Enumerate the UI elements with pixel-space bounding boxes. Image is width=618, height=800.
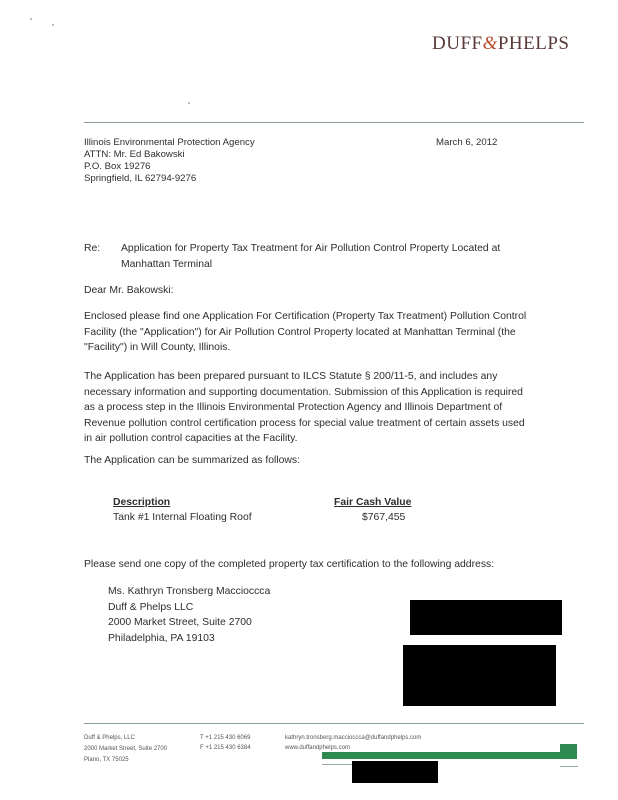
footer-phone: T +1 215 430 6069 [200, 735, 251, 741]
header-rule [84, 122, 584, 123]
footer-company: Duff & Phelps, LLC [84, 735, 135, 741]
recipient-line-4: Springfield, IL 62794-9276 [84, 173, 197, 184]
paragraph-line: in air pollution control capacities at the Facility. [84, 433, 298, 445]
footer-grey-line [322, 764, 352, 765]
column-header-description: Description [113, 497, 171, 508]
footer-street: 2000 Market Street, Suite 2700 [84, 746, 168, 752]
re-subject-line-2: Manhattan Terminal [121, 258, 213, 270]
paragraph-line: Enclosed please find one Application For Certification (Property Tax Treatment) Pollution Control [84, 311, 527, 322]
paragraph-line: necessary information and supporting documentation. Submission of this Application is required [84, 386, 523, 398]
table-cell-description: Tank #1 Internal Floating Roof [113, 512, 252, 523]
redaction-box [410, 600, 562, 635]
recipient-line-3: P.O. Box 19276 [84, 161, 151, 172]
scan-speck [52, 24, 54, 26]
company-logo [432, 33, 570, 55]
return-address [108, 584, 368, 646]
re-label: Re: [84, 243, 101, 254]
footer-city: Plano, TX 75025 [84, 757, 129, 763]
scan-speck [188, 102, 190, 104]
re-subject-line-1: Application for Property Tax Treatment for Air Pollution Control Property Located at [121, 243, 501, 254]
footer-rule [84, 723, 584, 724]
footer-fax: F +1 215 430 6384 [200, 745, 251, 751]
paragraph-enclosure [84, 309, 527, 356]
paragraph-line: Revenue pollution control certification process for special value treatment of certain assets used [84, 417, 525, 429]
footer-website: www.duffandphelps.com [285, 745, 350, 751]
paragraph-send-copy: Please send one copy of the completed property tax certification to the following address: [84, 559, 495, 570]
column-header-fair-cash-value: Fair Cash Value [334, 497, 412, 508]
paragraph-line: as a process step in the Illinois Environmental Protection Agency and Illinois Department of [84, 402, 503, 414]
recipient-line-1: Illinois Environmental Protection Agency [84, 137, 255, 148]
table-cell-value: $767,455 [362, 512, 406, 523]
return-address-line: 2000 Market Street, Suite 2700 [108, 617, 252, 629]
salutation: Dear Mr. Bakowski: [84, 285, 174, 296]
footer-email: kathryn.tronsberg.maccioccca@duffandphelps.com [285, 735, 422, 741]
paragraph-line: "Facility") in Will County, Illinois. [84, 342, 231, 354]
footer-grey-line [560, 766, 578, 767]
return-address-line: Philadelphia, PA 19103 [108, 632, 215, 644]
re-subject [121, 241, 501, 272]
footer-green-cap [560, 744, 577, 759]
return-address-line: Ms. Kathryn Tronsberg Maccioccca [108, 586, 271, 597]
logo-text-duff: DUFF [432, 33, 483, 54]
paragraph-summary-intro: The Application can be summarized as follows: [84, 455, 301, 466]
redaction-box [403, 645, 556, 706]
scan-speck [30, 18, 32, 20]
logo-text-phelps: PHELPS [497, 33, 570, 54]
redaction-box [352, 761, 438, 783]
logo-ampersand: & [482, 33, 498, 54]
paragraph-line: Facility (the "Application") for Air Pollution Control Property located at Manhattan Terminal (the [84, 326, 516, 338]
paragraph-statute [84, 369, 525, 447]
return-address-line: Duff & Phelps LLC [108, 601, 194, 613]
letter-date: March 6, 2012 [436, 137, 498, 148]
paragraph-line: The Application has been prepared pursuant to ILCS Statute § 200/11-5, and includes any [84, 371, 498, 382]
footer-green-bar [322, 752, 577, 759]
recipient-line-2: ATTN: Mr. Ed Bakowski [84, 149, 185, 160]
